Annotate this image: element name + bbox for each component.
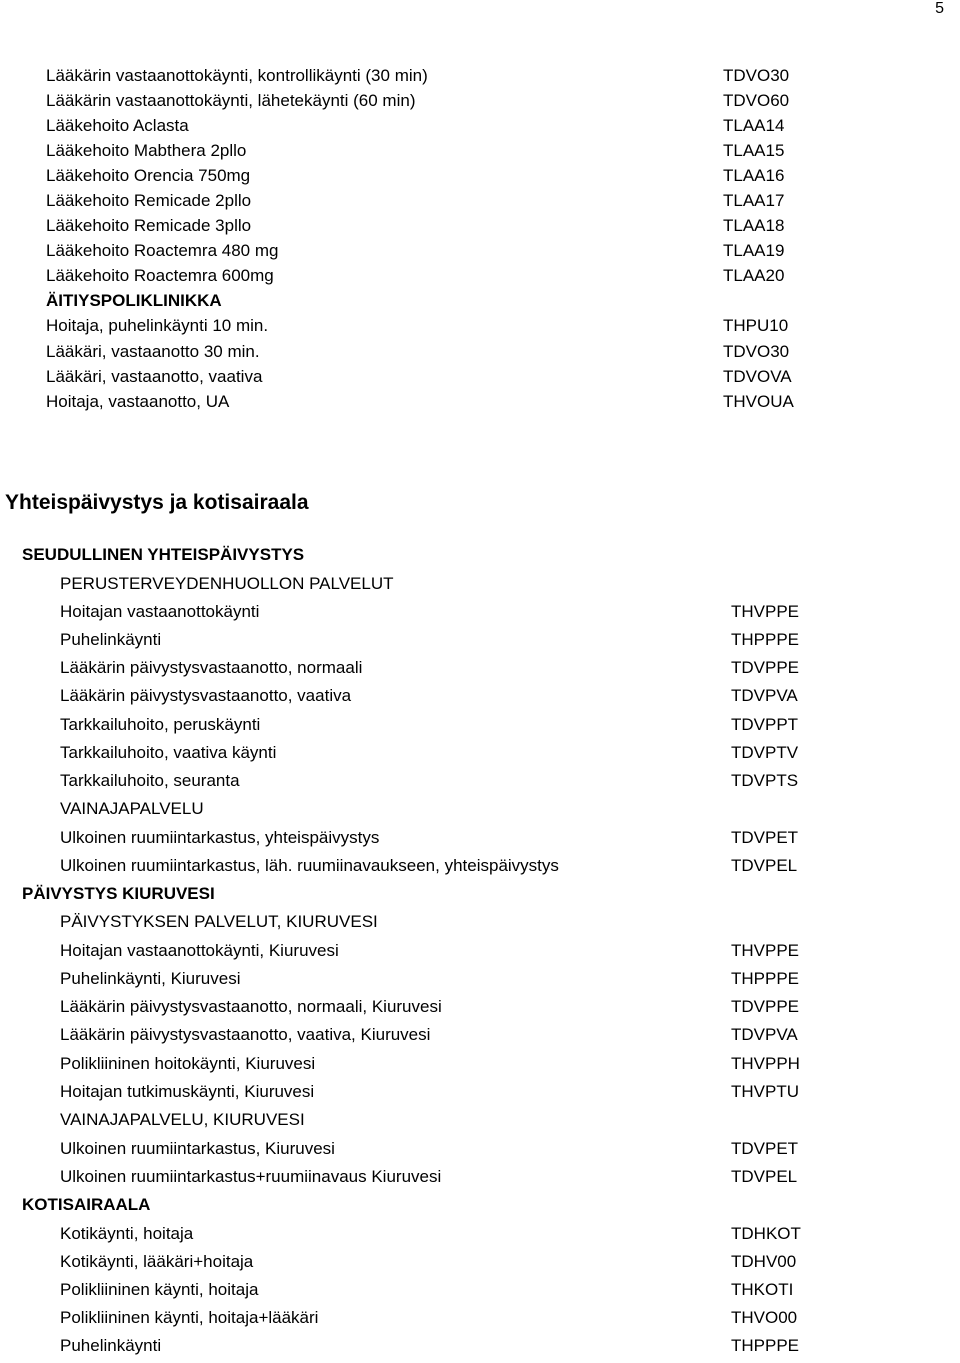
row-code: TDVPET xyxy=(731,1139,799,1158)
page-number: 5 xyxy=(935,0,944,17)
row-code: TDVPVA xyxy=(731,686,798,705)
row-description: Lääkäri, vastaanotto, vaativa xyxy=(46,367,263,386)
row-code: TLAA19 xyxy=(723,241,785,260)
row-code: TDVPET xyxy=(731,828,799,847)
row-description: Lääkärin päivystysvastaanotto, vaativa, Kiuruvesi xyxy=(60,1025,431,1044)
row-description: Polikliininen käynti, hoitaja xyxy=(60,1280,259,1299)
section-title: Yhteispäivystys ja kotisairaala xyxy=(5,491,309,514)
row-code: TDVPTS xyxy=(731,771,799,790)
row-description: Ulkoinen ruumiintarkastus+ruumiinavaus Kiuruvesi xyxy=(60,1167,442,1186)
row-description: Polikliininen hoitokäynti, Kiuruvesi xyxy=(60,1054,316,1073)
row-description: Ulkoinen ruumiintarkastus, yhteispäivystys xyxy=(60,828,380,847)
row-description: Kotikäynti, lääkäri+hoitaja xyxy=(60,1252,254,1271)
row-code: THPPPE xyxy=(731,1336,800,1355)
row-code: TDVPVA xyxy=(731,1025,798,1044)
row-description: Tarkkailuhoito, peruskäynti xyxy=(60,715,261,734)
row-description: Tarkkailuhoito, vaativa käynti xyxy=(60,743,277,762)
row-code: THVPPH xyxy=(731,1054,800,1073)
heading-kotisairaala: KOTISAIRAALA xyxy=(22,1195,151,1214)
row-code: TLAA15 xyxy=(723,141,785,160)
row-description: Lääkehoito Roactemra 600mg xyxy=(46,266,274,285)
row-description: Lääkehoito Remicade 3pllo xyxy=(46,216,252,235)
row-description: Hoitajan vastaanottokäynti, Kiuruvesi xyxy=(60,941,339,960)
row-code: THVPPE xyxy=(731,602,800,621)
row-description: Puhelinkäynti xyxy=(60,1336,162,1355)
heading-aitiyspoliklinikka: ÄITIYSPOLIKLINIKKA xyxy=(46,291,222,310)
row-code: THVO00 xyxy=(731,1308,798,1327)
row-description: Puhelinkäynti, Kiuruvesi xyxy=(60,969,241,988)
row-description: Lääkehoito Roactemra 480 mg xyxy=(46,241,279,260)
heading-paivystys-kiuruvesi: PÄIVYSTYS KIURUVESI xyxy=(22,884,215,903)
row-code: THPPPE xyxy=(731,630,800,649)
heading-paivystyksen-palvelut: PÄIVYSTYKSEN PALVELUT, KIURUVESI xyxy=(60,912,378,931)
heading-vainajapalvelu: VAINAJAPALVELU xyxy=(60,799,204,818)
row-code: TDVPPT xyxy=(731,715,799,734)
row-code: THKOTI xyxy=(731,1280,794,1299)
row-description: Lääkärin päivystysvastaanotto, vaativa xyxy=(60,686,352,705)
heading-perusterveydenhuolto: PERUSTERVEYDENHUOLLON PALVELUT xyxy=(60,574,394,593)
row-description: Lääkärin vastaanottokäynti, lähetekäynti (60 min) xyxy=(46,91,416,110)
row-code: THVPPE xyxy=(731,941,800,960)
row-description: Hoitaja, vastaanotto, UA xyxy=(46,392,230,411)
row-description: Hoitajan tutkimuskäynti, Kiuruvesi xyxy=(60,1082,315,1101)
row-description: Lääkärin päivystysvastaanotto, normaali xyxy=(60,658,363,677)
row-code: TDVO30 xyxy=(723,66,790,85)
row-description: Polikliininen käynti, hoitaja+lääkäri xyxy=(60,1308,319,1327)
row-description: Ulkoinen ruumiintarkastus, Kiuruvesi xyxy=(60,1139,335,1158)
row-description: Hoitajan vastaanottokäynti xyxy=(60,602,260,621)
row-description: Tarkkailuhoito, seuranta xyxy=(60,771,240,790)
row-code: TDHKOT xyxy=(731,1224,801,1243)
row-code: TDVPPE xyxy=(731,658,800,677)
row-description: Lääkärin päivystysvastaanotto, normaali, Kiuruvesi xyxy=(60,997,442,1016)
row-code: TDVPEL xyxy=(731,1167,798,1186)
row-code: TLAA20 xyxy=(723,266,785,285)
heading-seudullinen: SEUDULLINEN YHTEISPÄIVYSTYS xyxy=(22,545,305,564)
row-description: Hoitaja, puhelinkäynti 10 min. xyxy=(46,316,269,335)
row-code: TLAA16 xyxy=(723,166,785,185)
row-code: TDVPTV xyxy=(731,743,799,762)
row-code: TLAA17 xyxy=(723,191,785,210)
row-description: Puhelinkäynti xyxy=(60,630,162,649)
row-description: Lääkehoito Aclasta xyxy=(46,116,189,135)
row-code: TLAA18 xyxy=(723,216,785,235)
row-code: TDVO30 xyxy=(723,342,790,361)
row-description: Lääkärin vastaanottokäynti, kontrollikäynti (30 min) xyxy=(46,66,428,85)
row-code: THPPPE xyxy=(731,969,800,988)
row-code: TLAA14 xyxy=(723,116,785,135)
row-code: THVPTU xyxy=(731,1082,799,1101)
heading-vainajapalvelu-kiuruvesi: VAINAJAPALVELU, KIURUVESI xyxy=(60,1110,305,1129)
row-code: TDVOVA xyxy=(723,367,792,386)
row-description: Ulkoinen ruumiintarkastus, läh. ruumiinavaukseen, yhteispäivystys xyxy=(60,856,559,875)
row-description: Lääkehoito Mabthera 2pllo xyxy=(46,141,247,160)
row-description: Lääkehoito Remicade 2pllo xyxy=(46,191,252,210)
row-code: THVOUA xyxy=(723,392,794,411)
row-code: TDVPEL xyxy=(731,856,798,875)
row-code: TDVO60 xyxy=(723,91,790,110)
row-description: Lääkehoito Orencia 750mg xyxy=(46,166,251,185)
row-description: Kotikäynti, hoitaja xyxy=(60,1224,194,1243)
row-code: TDVPPE xyxy=(731,997,800,1016)
row-code: THPU10 xyxy=(723,316,789,335)
row-description: Lääkäri, vastaanotto 30 min. xyxy=(46,342,260,361)
row-code: TDHV00 xyxy=(731,1252,797,1271)
